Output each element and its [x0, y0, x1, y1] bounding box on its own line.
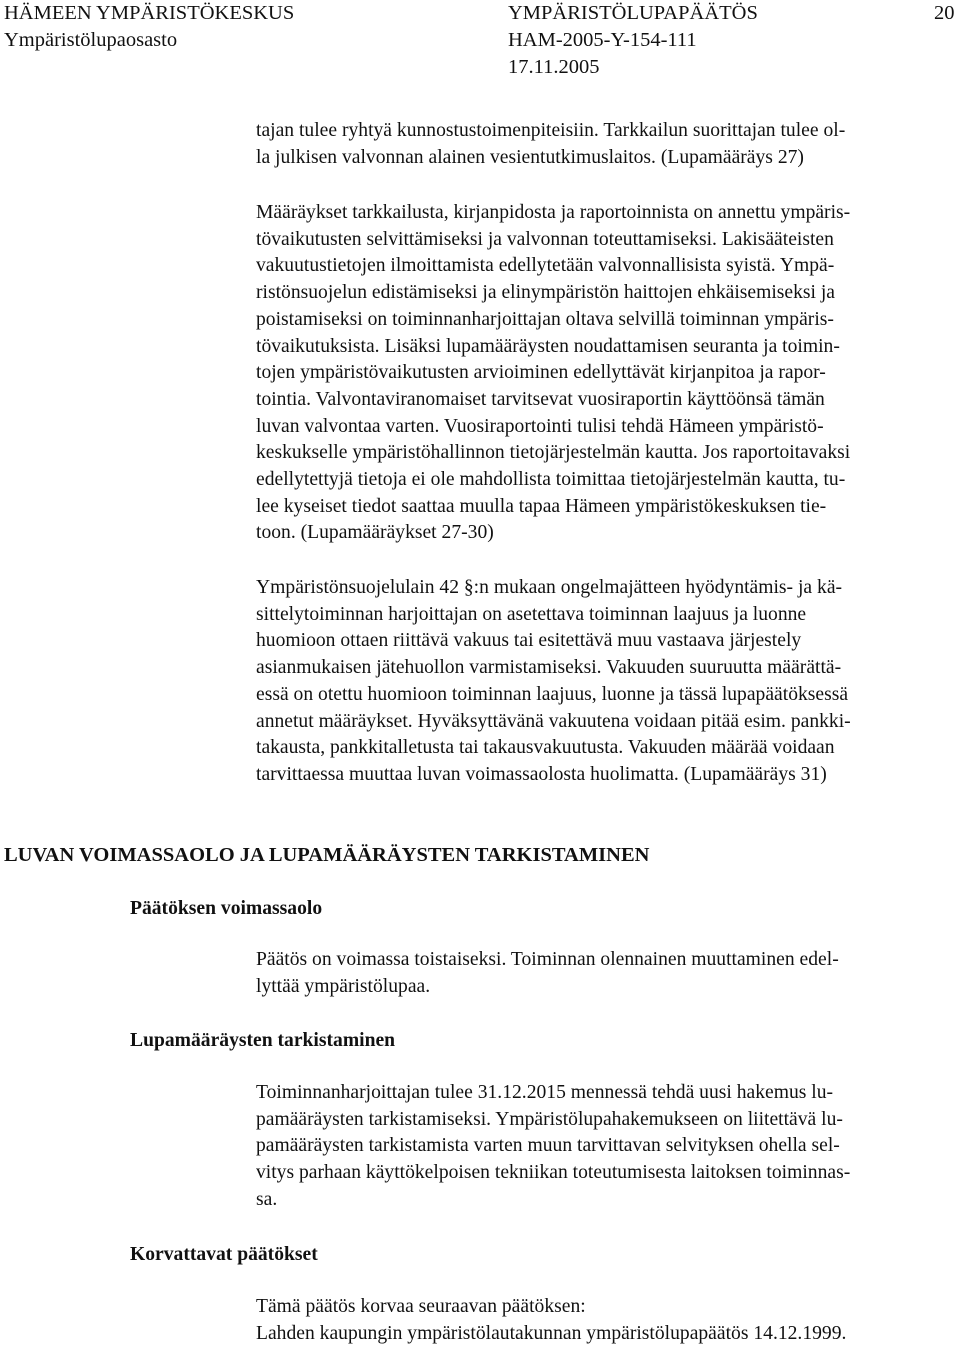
paragraph-monitoring-end: [256, 118, 956, 171]
text-line: sa.: [256, 1188, 278, 1210]
paragraph-replaced-decisions: [256, 1294, 956, 1347]
text-line: takausta, pankkitalletusta tai takausvakuutusta. Vakuuden määrää voidaan: [256, 737, 835, 759]
text-line: poistamiseksi on toiminnanharjoittajan oltava selvillä toiminnan ympäris-: [256, 308, 834, 330]
text-line: Määräykset tarkkailusta, kirjanpidosta ja raportoinnista on annettu ympäris-: [256, 202, 851, 223]
text-line: tojen ympäristövaikutusten arvioiminen edellyttävät kirjanpitoa ja rapor-: [256, 362, 826, 384]
text-line: tajan tulee ryhtyä kunnostustoimenpiteisiin. Tarkkailun suorittajan tulee ol-: [256, 120, 846, 141]
paragraph-reporting-justification: [256, 200, 956, 547]
section-title: LUVAN VOIMASSAOLO JA LUPAMÄÄRÄYSTEN TARKISTAMINEN: [4, 844, 650, 866]
paragraph-review: [256, 1080, 956, 1214]
page-number: 20: [934, 2, 955, 24]
text-line: ristönsuojelun edistämiseksi ja elinympäristön haittojen ehkäisemiseksi ja: [256, 282, 836, 304]
text-line: tointia. Valvontaviranomaiset tarvitsevat vuosiraportin käyttöönsä tämän: [256, 388, 825, 410]
text-line: sittelytoiminnan harjoittajan on asetettava toiminnan laajuus ja luonne: [256, 603, 807, 625]
text-line: pamääräysten tarkistamiseksi. Ympäristölupahakemukseen on liitettävä lu-: [256, 1108, 843, 1130]
text-line: pamääräysten tarkistamista varten muun tarvittavan selvityksen ohella sel-: [256, 1135, 840, 1157]
header-document-type: YMPÄRISTÖLUPAPÄÄTÖS: [508, 2, 758, 24]
text-line: Tämä päätös korvaa seuraavan päätöksen:: [256, 1296, 586, 1317]
text-line: huomioon ottaen riittävä vakuus tai esitettävä muu vastaava järjestely: [256, 630, 802, 652]
subheading-replaced-decisions: Korvattavat päätökset: [130, 1244, 318, 1265]
text-line: Lahden kaupungin ympäristölautakunnan ympäristölupapäätös 14.12.1999.: [256, 1322, 847, 1344]
header-document-date: 17.11.2005: [508, 56, 600, 78]
text-line: asianmukaisen jätehuollon varmistamiseksi. Vakuuden suuruutta määrättä-: [256, 657, 842, 679]
text-line: Päätös on voimassa toistaiseksi. Toiminnan olennainen muuttaminen edel-: [256, 949, 839, 970]
subheading-review: Lupamääräysten tarkistaminen: [130, 1030, 396, 1051]
paragraph-security-guarantee: [256, 575, 956, 789]
text-line: toon. (Lupamääräykset 27-30): [256, 522, 494, 544]
text-line: luvan valvontaa varten. Vuosiraportointi tulisi tehdä Hämeen ympäristö-: [256, 415, 824, 437]
text-line: la julkisen valvonnan alainen vesientutkimuslaitos. (Lupamääräys 27): [256, 146, 804, 168]
text-line: Ympäristönsuojelulain 42 §:n mukaan ongelmajätteen hyödyntämis- ja kä-: [256, 577, 843, 598]
text-line: tövaikutusten selvittämiseksi ja valvonnan toteuttamiseksi. Lakisääteisten: [256, 228, 834, 250]
text-line: lyttää ympäristölupaa.: [256, 975, 431, 997]
text-line: lee kyseiset tiedot saattaa muulla tapaa Hämeen ympäristökeskuksen tie-: [256, 495, 827, 517]
text-line: tövaikutuksista. Lisäksi lupamääräysten noudattamisen seuranta ja toimin-: [256, 335, 840, 357]
text-line: annetut määräykset. Hyväksyttävänä vakuutena voidaan pitää esim. pankki-: [256, 710, 851, 732]
text-line: essä on otettu huomioon toiminnan laajuus, luonne ja tässä lupapäätöksessä: [256, 683, 849, 705]
text-line: Toiminnanharjoittajan tulee 31.12.2015 mennessä tehdä uusi hakemus lu-: [256, 1082, 834, 1103]
header-document-number: HAM-2005-Y-154-111: [508, 29, 697, 51]
text-line: keskukselle ympäristöhallinnon tietojärjestelmän kautta. Jos raportoitavaksi: [256, 442, 851, 464]
paragraph-validity: [256, 947, 956, 1000]
text-line: vitys parhaan käyttökelpoisen tekniikan toteutumisesta laitoksen toiminnas-: [256, 1162, 851, 1184]
header-department: Ympäristölupaosasto: [4, 29, 178, 51]
text-line: vakuutustietojen ilmoittamista edellytetään valvonnallisista syistä. Ympä-: [256, 255, 835, 277]
text-line: tarvittaessa muuttaa luvan voimassaolosta huolimatta. (Lupamääräys 31): [256, 763, 827, 785]
subheading-validity: Päätöksen voimassaolo: [130, 898, 323, 919]
text-line: edellytettyjä tietoja ei ole mahdollista toimittaa tietojärjestelmän kautta, tu-: [256, 469, 846, 491]
header-organization: HÄMEEN YMPÄRISTÖKESKUS: [4, 2, 295, 24]
